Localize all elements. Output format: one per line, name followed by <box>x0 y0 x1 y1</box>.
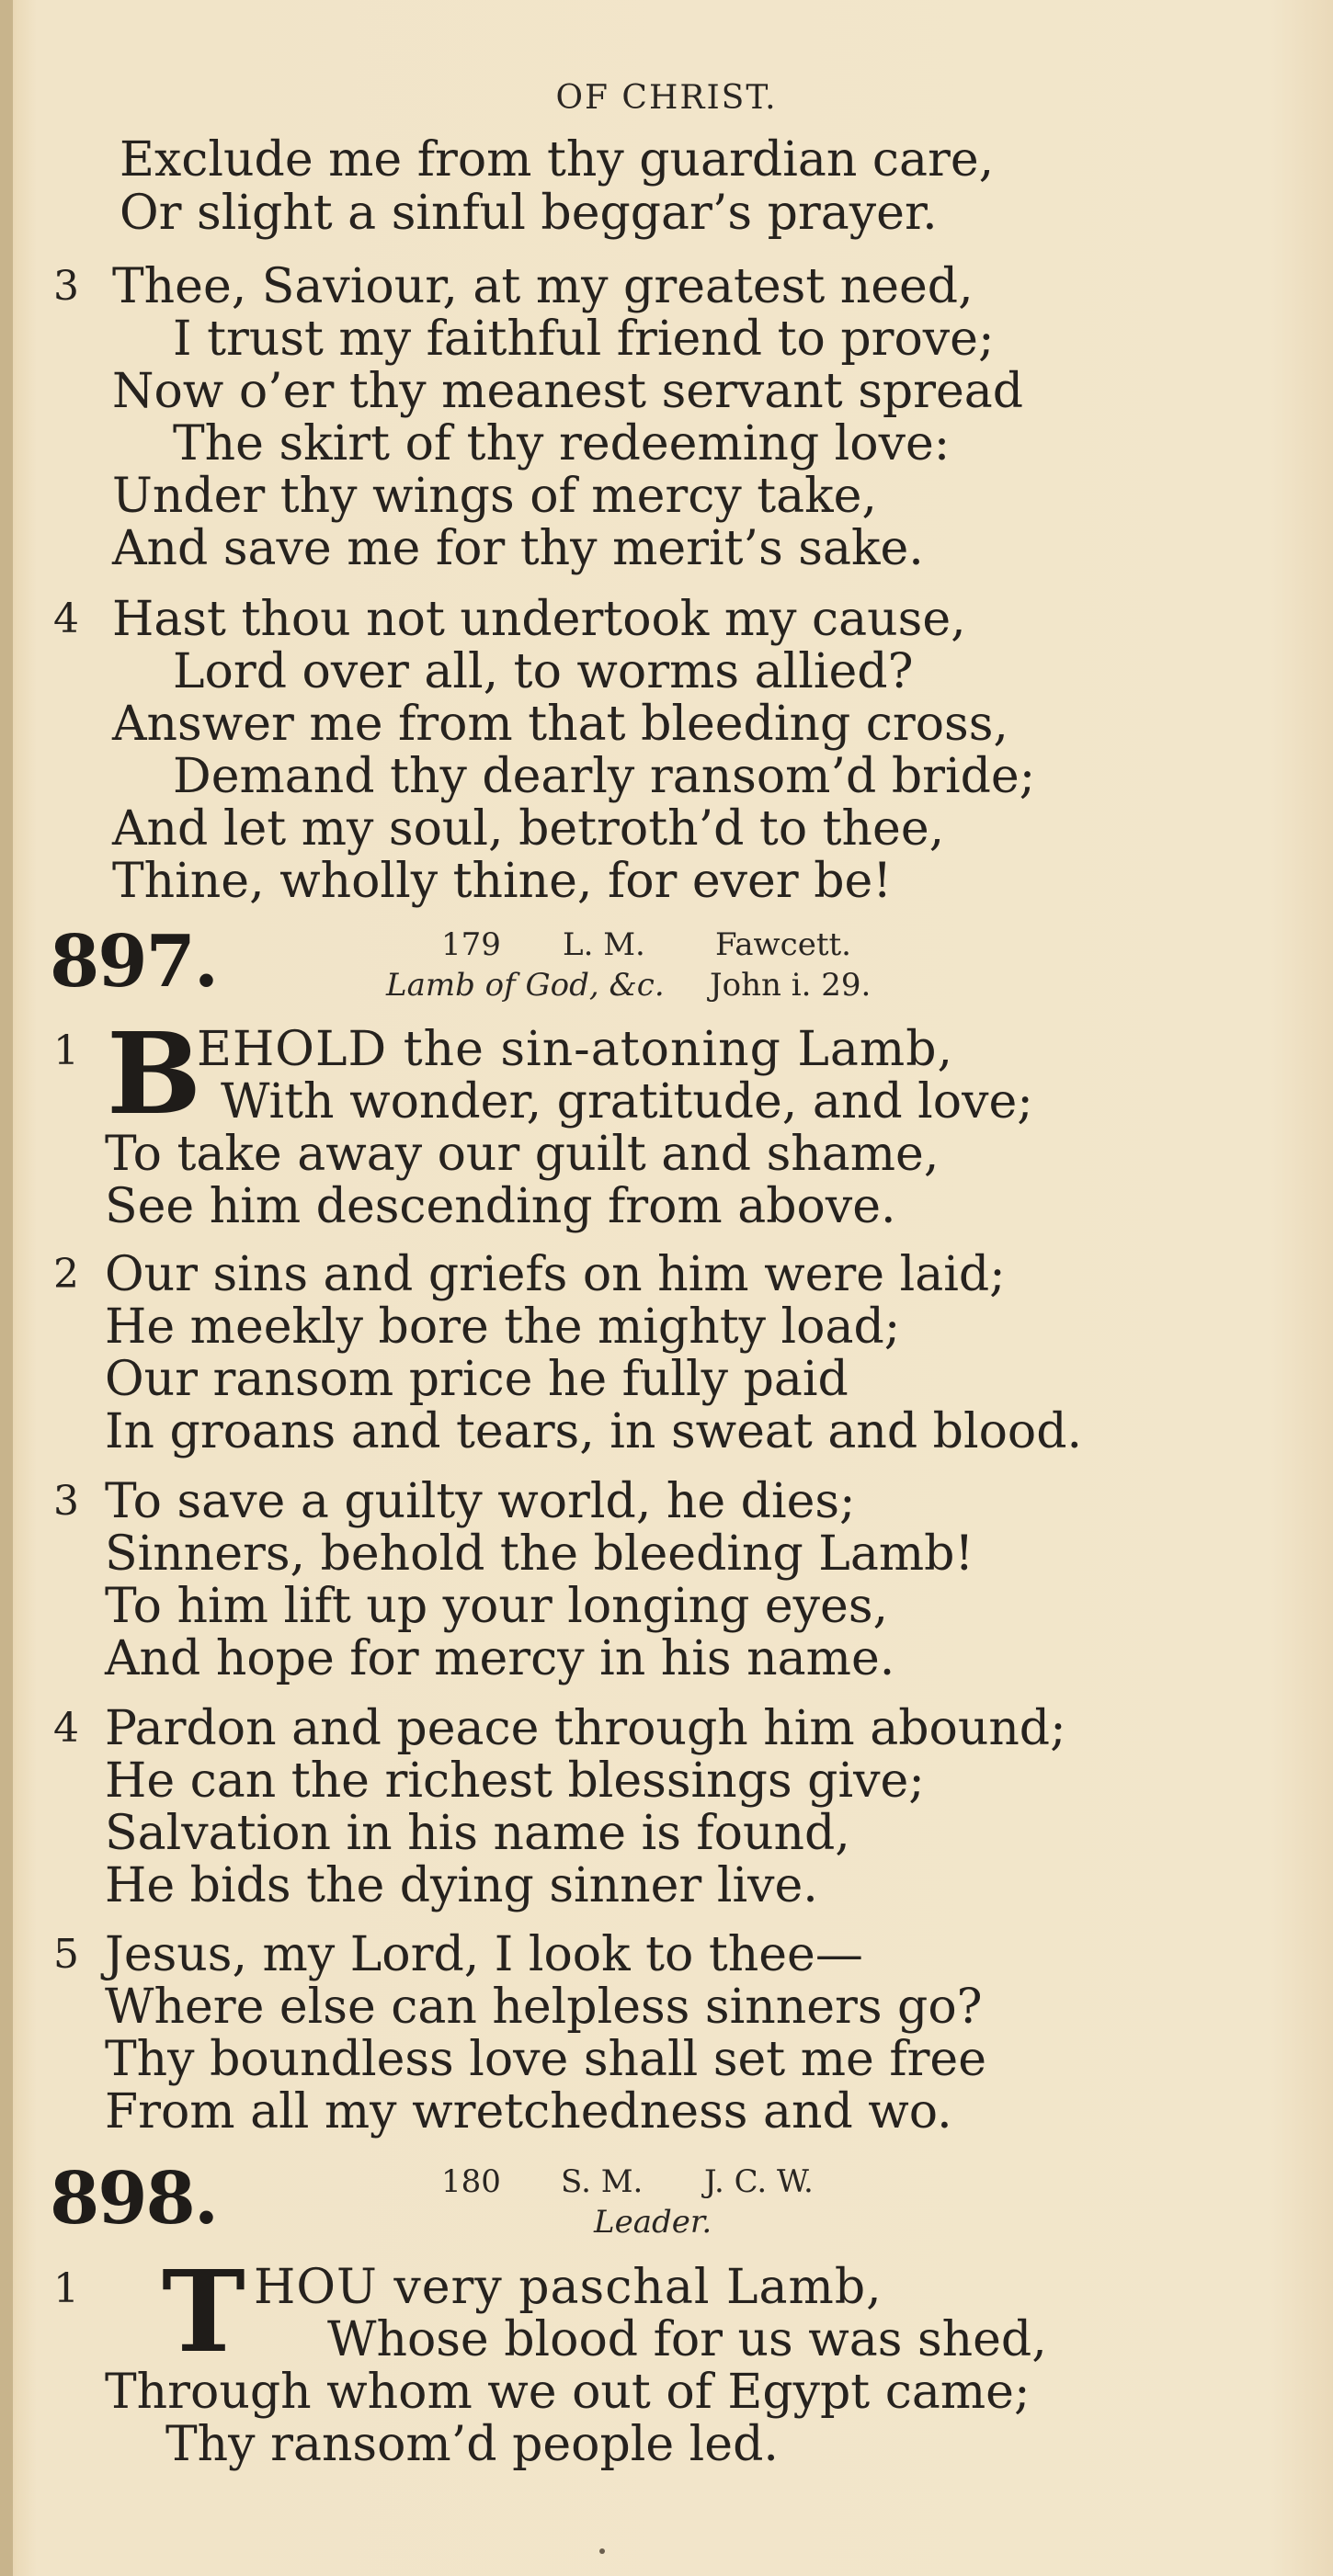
scripture-reference: John i. 29. <box>710 967 872 1004</box>
drop-cap: B <box>107 1007 202 1140</box>
running-header: OF CHRIST. <box>555 79 778 117</box>
verse-line: EHOLD the sin-atoning Lamb, <box>197 1022 954 1077</box>
verse-line: The skirt of thy redeeming love: <box>173 416 951 471</box>
author: J. C. W. <box>704 2163 814 2200</box>
subject <box>386 967 665 1004</box>
verse-line: Thy boundless love shall set me free <box>105 2032 986 2087</box>
verse-line: Pardon and peace through him abound; <box>105 1701 1066 1756</box>
verse-line: From all my wretchedness and wo. <box>105 2084 952 2139</box>
verse-line: See him descending from above. <box>105 1179 896 1234</box>
stanza-number: 2 <box>53 1251 79 1298</box>
drop-cap: T <box>162 2245 245 2377</box>
verse-line: To take away our guilt and shame, <box>105 1127 940 1182</box>
verse-line: Sinners, behold the bleeding Lamb! <box>105 1526 974 1582</box>
page-gutter <box>0 0 13 2576</box>
verse-line: To him lift up your longing eyes, <box>105 1579 889 1634</box>
verse-line: Thee, Saviour, at my greatest need, <box>112 259 974 314</box>
subject-text: Lamb of God, &c. <box>386 967 665 1004</box>
verse-line: Where else can helpless sinners go? <box>105 1980 983 2035</box>
verse-line: Our sins and griefs on him were laid; <box>105 1247 1006 1302</box>
verse-line: And let my soul, betroth’d to thee, <box>112 801 945 857</box>
verse-line: With wonder, gratitude, and love; <box>221 1074 1033 1129</box>
verse-line: Thy ransom’d people led. <box>165 2417 779 2472</box>
verse-line: Thine, wholly thine, for ever be! <box>112 854 893 909</box>
subject-text: Leader. <box>594 2204 712 2241</box>
stanza-number: 5 <box>53 1931 79 1978</box>
verse-line: Exclude me from thy guardian care, <box>120 132 995 187</box>
verse-line: Or slight a sinful beggar’s prayer. <box>120 186 938 241</box>
verse-line: He can the richest blessings give; <box>105 1753 925 1809</box>
subject <box>594 2204 712 2241</box>
page-speck <box>599 2548 605 2554</box>
verse-line: Lord over all, to worms allied? <box>173 644 914 699</box>
verse-line: Under thy wings of mercy take, <box>112 469 877 524</box>
verse-line: Demand thy dearly ransom’d bride; <box>173 749 1036 804</box>
verse-line: To save a guilty world, he dies; <box>105 1474 856 1529</box>
hymn-number: 898. <box>50 2157 217 2241</box>
stanza-number: 3 <box>53 1478 79 1525</box>
stanza-number: 4 <box>53 596 79 642</box>
verse-line: I trust my faithful friend to prove; <box>173 312 995 367</box>
verse-line: He meekly bore the mighty load; <box>105 1299 901 1355</box>
verse-line: He bids the dying sinner live. <box>105 1858 818 1913</box>
verse-line: HOU very paschal Lamb, <box>254 2260 883 2315</box>
verse-line: Our ransom price he fully paid <box>105 1352 849 1407</box>
meter: S. M. <box>561 2163 644 2200</box>
verse-line: And save me for thy merit’s sake. <box>112 521 924 576</box>
author: Fawcett. <box>715 926 851 963</box>
verse-line: Salvation in his name is found, <box>105 1806 850 1861</box>
verse-line: Now o’er thy meanest servant spread <box>112 364 1024 419</box>
tune-number: 180 <box>441 2163 501 2200</box>
hymn-number: 897. <box>50 920 217 1004</box>
stanza-number: 1 <box>53 2265 79 2312</box>
verse-line: Hast thou not undertook my cause, <box>112 592 966 647</box>
verse-line: Whose blood for us was shed, <box>327 2312 1047 2367</box>
stanza-number: 3 <box>53 263 79 310</box>
tune-number: 179 <box>441 926 501 963</box>
stanza-number: 1 <box>53 1027 79 1074</box>
stanza-number: 4 <box>53 1705 79 1752</box>
meter: L. M. <box>563 926 645 963</box>
verse-line: Answer me from that bleeding cross, <box>112 697 1008 752</box>
verse-line: And hope for mercy in his name. <box>105 1631 895 1686</box>
verse-line: Through whom we out of Egypt came; <box>105 2365 1031 2420</box>
verse-line: Jesus, my Lord, I look to thee— <box>105 1927 863 1982</box>
verse-line: In groans and tears, in sweat and blood. <box>105 1404 1083 1459</box>
